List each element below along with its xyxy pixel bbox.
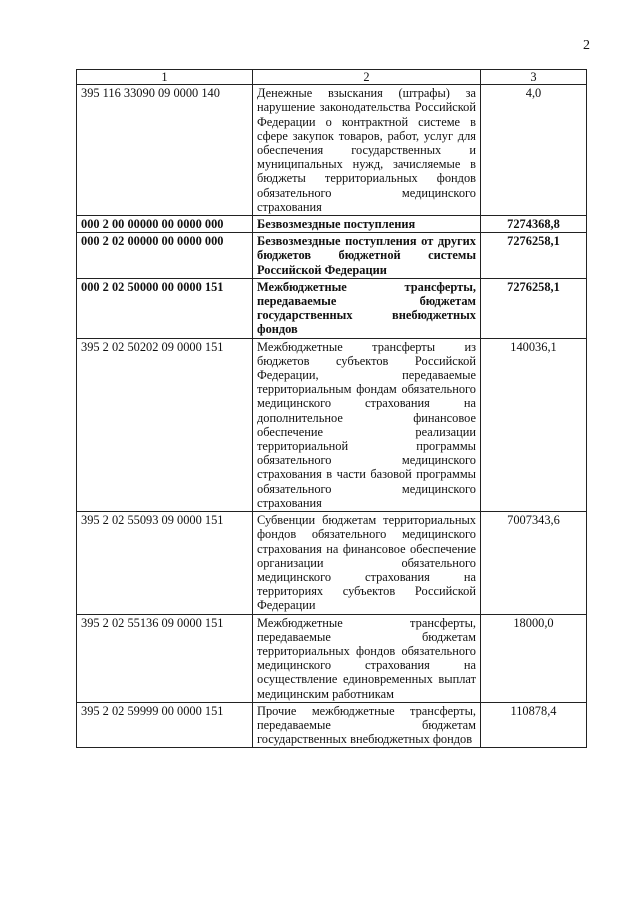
table-row xyxy=(77,278,587,338)
amount: 140036,1 xyxy=(481,338,587,511)
revenue-name: Субвенции бюджетам территориальных фондов обязательного медицинского страхования на финансовое обеспечение организации обязательного медицинского страхования на территориях субъектов Российской Федерации xyxy=(253,512,481,614)
budget-code: 000 2 00 00000 00 0000 000 xyxy=(77,216,253,233)
amount: 7276258,1 xyxy=(481,233,587,279)
column-number-1: 1 xyxy=(77,70,253,85)
table-row xyxy=(77,614,587,702)
revenue-name: Безвозмездные поступления от других бюджетов бюджетной системы Российской Федерации xyxy=(253,233,481,279)
budget-code: 000 2 02 00000 00 0000 000 xyxy=(77,233,253,279)
budget-code: 395 2 02 59999 00 0000 151 xyxy=(77,702,253,748)
revenue-name: Денежные взыскания (штрафы) за нарушение законодательства Российской Федерации о контрактной системе в сфере закупок товаров, работ, услуг для обеспечения государственных и муниципальных нужд, зачисляемые в бюджеты территориальных фондов обязательного медицинского страхования xyxy=(253,85,481,216)
budget-code: 395 116 33090 09 0000 140 xyxy=(77,85,253,216)
table-row xyxy=(77,216,587,233)
amount: 7276258,1 xyxy=(481,278,587,338)
table-row xyxy=(77,512,587,614)
table-row xyxy=(77,85,587,216)
budget-code: 395 2 02 55136 09 0000 151 xyxy=(77,614,253,702)
budget-code: 000 2 02 50000 00 0000 151 xyxy=(77,278,253,338)
column-number-3: 3 xyxy=(481,70,587,85)
revenue-table xyxy=(76,69,587,748)
revenue-name: Межбюджетные трансферты, передаваемые бюджетам государственных внебюджетных фондов xyxy=(253,278,481,338)
amount: 18000,0 xyxy=(481,614,587,702)
revenue-name: Межбюджетные трансферты, передаваемые бюджетам территориальных фондов обязательного медицинского страхования на осуществление единовременных выплат медицинским работникам xyxy=(253,614,481,702)
budget-code: 395 2 02 50202 09 0000 151 xyxy=(77,338,253,511)
amount: 7007343,6 xyxy=(481,512,587,614)
amount: 110878,4 xyxy=(481,702,587,748)
revenue-name: Межбюджетные трансферты из бюджетов субъектов Российской Федерации, передаваемые территориальным фондам обязательного медицинского страхования на дополнительное финансовое обеспечение реализации территориальной программы обязательного медицинского страхования в части базовой программы обязательного медицинского страхования xyxy=(253,338,481,511)
revenue-name: Безвозмездные поступления xyxy=(253,216,481,233)
column-number-row xyxy=(77,70,587,85)
table-row xyxy=(77,338,587,511)
amount: 4,0 xyxy=(481,85,587,216)
table-row xyxy=(77,702,587,748)
column-number-2: 2 xyxy=(253,70,481,85)
table-row xyxy=(77,233,587,279)
amount: 7274368,8 xyxy=(481,216,587,233)
revenue-name: Прочие межбюджетные трансферты, передаваемые бюджетам государственных внебюджетных фондов xyxy=(253,702,481,748)
page-number: 2 xyxy=(583,38,590,53)
budget-code: 395 2 02 55093 09 0000 151 xyxy=(77,512,253,614)
